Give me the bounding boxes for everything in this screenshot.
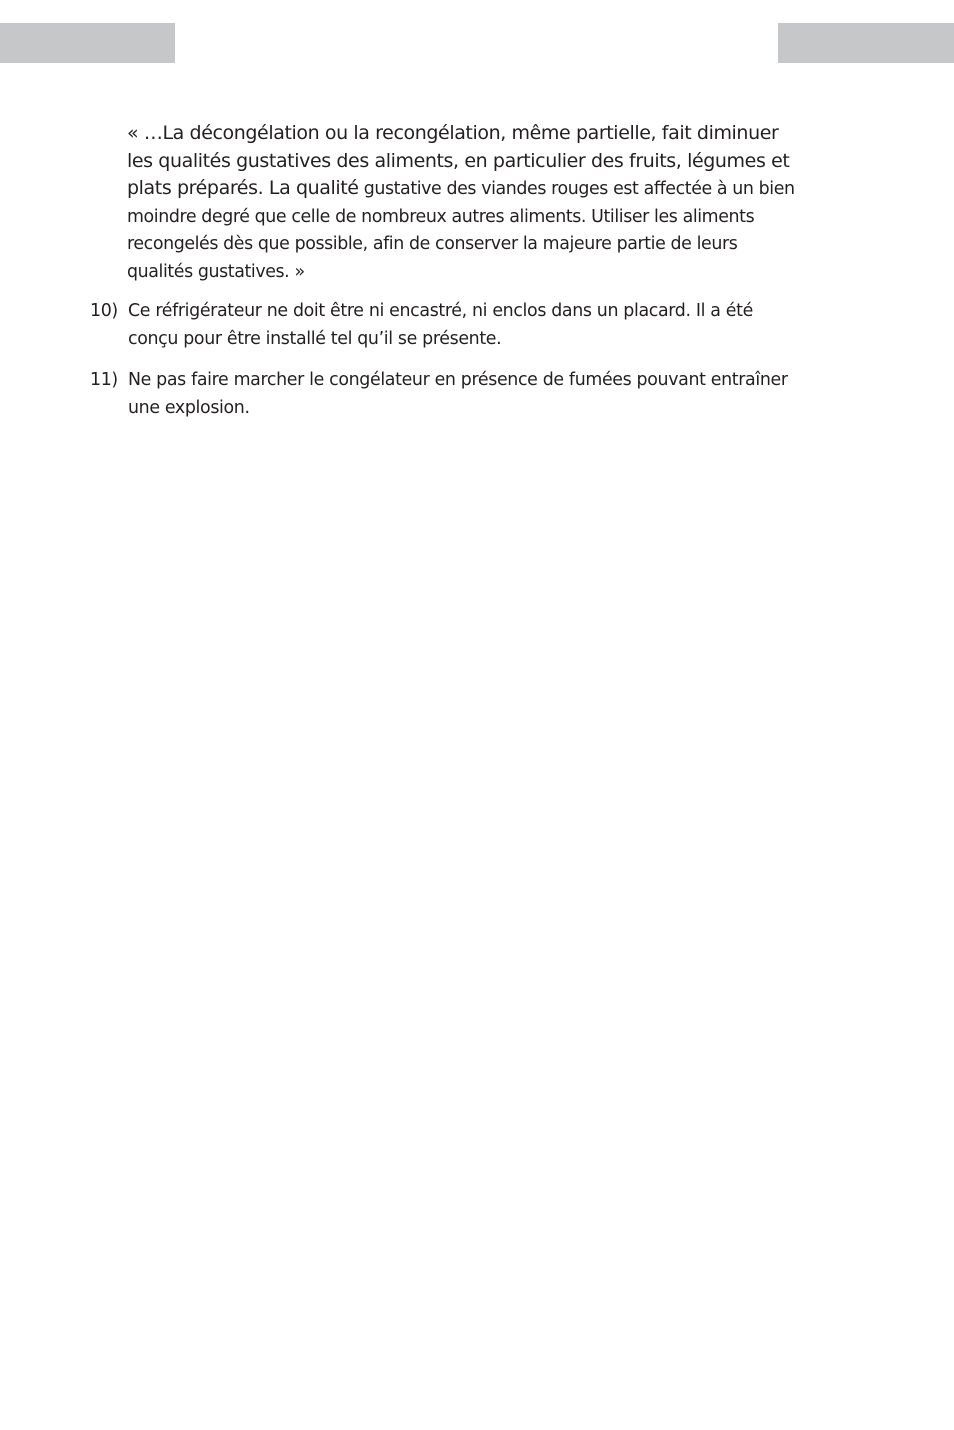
list-item-text [128,367,788,422]
quote-line: les qualités gustatives des aliments, en particulier des fruits, légumes et [127,149,790,172]
list-item-text [128,298,753,353]
list-item-number: 11) [90,370,118,390]
quote-line-segment: gustative des viandes rouges est affectée à un bien [358,179,795,199]
list-item-line: conçu pour être installé tel qu’il se présente. [128,328,502,349]
quote-line-segment: plats préparés. La qualité [127,177,359,199]
quote-paragraph [127,120,867,286]
list-item-line: Ce réfrigérateur ne doit être ni encastré, ni enclos dans un placard. Il a été [128,301,753,321]
header-bar-left [0,23,175,63]
quote-line: « …La décongélation ou la recongélation, même partielle, fait diminuer [127,122,779,144]
list-item-line: Ne pas faire marcher le congélateur en présence de fumées pouvant entraîner [128,370,788,390]
quote-line: moindre degré que celle de nombreux autres aliments. Utiliser les aliments [127,206,755,227]
quote-line: qualités gustatives. » [127,261,305,282]
quote-line [127,175,867,204]
header-bar-right [778,23,954,63]
list-item-line: une explosion. [128,397,250,418]
list-item-number: 10) [90,301,118,321]
quote-line: recongelés dès que possible, afin de conserver la majeure partie de leurs [127,234,738,254]
